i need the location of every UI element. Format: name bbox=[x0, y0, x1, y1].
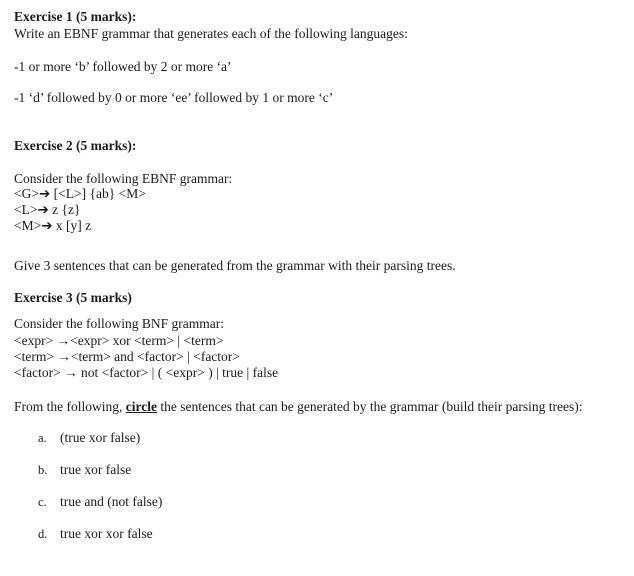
option-b-text: true xor false bbox=[60, 462, 132, 477]
exercise-3-rule-term: <term> →<term> and <factor> | <factor> bbox=[14, 349, 240, 364]
option-b bbox=[38, 462, 131, 478]
option-c-label: c. bbox=[38, 495, 47, 509]
option-c-text: true and (not false) bbox=[60, 494, 163, 509]
option-a bbox=[38, 430, 140, 446]
instruction-emphasis: circle bbox=[125, 399, 157, 414]
exercise-3-instruction bbox=[14, 399, 582, 415]
exercise-3-rule-factor: <factor> → not <factor> | ( <expr> ) | true | false bbox=[14, 365, 279, 380]
exercise-3-prompt: Consider the following BNF grammar: bbox=[14, 316, 224, 331]
exercise-1-prompt: Write an EBNF grammar that generates each of the following languages: bbox=[14, 26, 408, 41]
instruction-before: From the following, bbox=[14, 399, 126, 414]
exercise-3-heading: Exercise 3 (5 marks) bbox=[14, 290, 132, 305]
exercise-2-rule-l: <L>➔ z {z} bbox=[14, 202, 81, 217]
option-d-text: true xor xor false bbox=[60, 526, 153, 541]
option-b-label: b. bbox=[38, 463, 48, 477]
exercise-2-prompt: Consider the following EBNF grammar: bbox=[14, 171, 233, 186]
exercise-3-rule-expr: <expr> →<expr> xor <term> | <term> bbox=[14, 333, 224, 348]
option-c bbox=[38, 494, 162, 510]
option-a-label: a. bbox=[38, 431, 47, 445]
option-a-text: (true xor false) bbox=[60, 430, 141, 445]
option-d bbox=[38, 526, 153, 542]
exercise-2-heading: Exercise 2 (5 marks): bbox=[14, 138, 137, 153]
instruction-after: the sentences that can be generated by the grammar (build their parsing trees): bbox=[156, 399, 583, 414]
exercise-1-language-1: -1 or more ‘b’ followed by 2 or more ‘a’ bbox=[14, 59, 232, 74]
exercise-2-rule-m: <M>➔ x [y] z bbox=[14, 218, 92, 233]
exercise-1-heading: Exercise 1 (5 marks): bbox=[14, 9, 137, 24]
exercise-2-question: Give 3 sentences that can be generated from the grammar with their parsing trees. bbox=[14, 258, 456, 273]
option-d-label: d. bbox=[38, 527, 48, 541]
exercise-2-rule-g: <G>➔ [<L>] {ab} <M> bbox=[14, 186, 146, 201]
exercise-1-language-2: -1 ‘d’ followed by 0 or more ‘ee’ followed by 1 or more ‘c’ bbox=[14, 90, 334, 105]
